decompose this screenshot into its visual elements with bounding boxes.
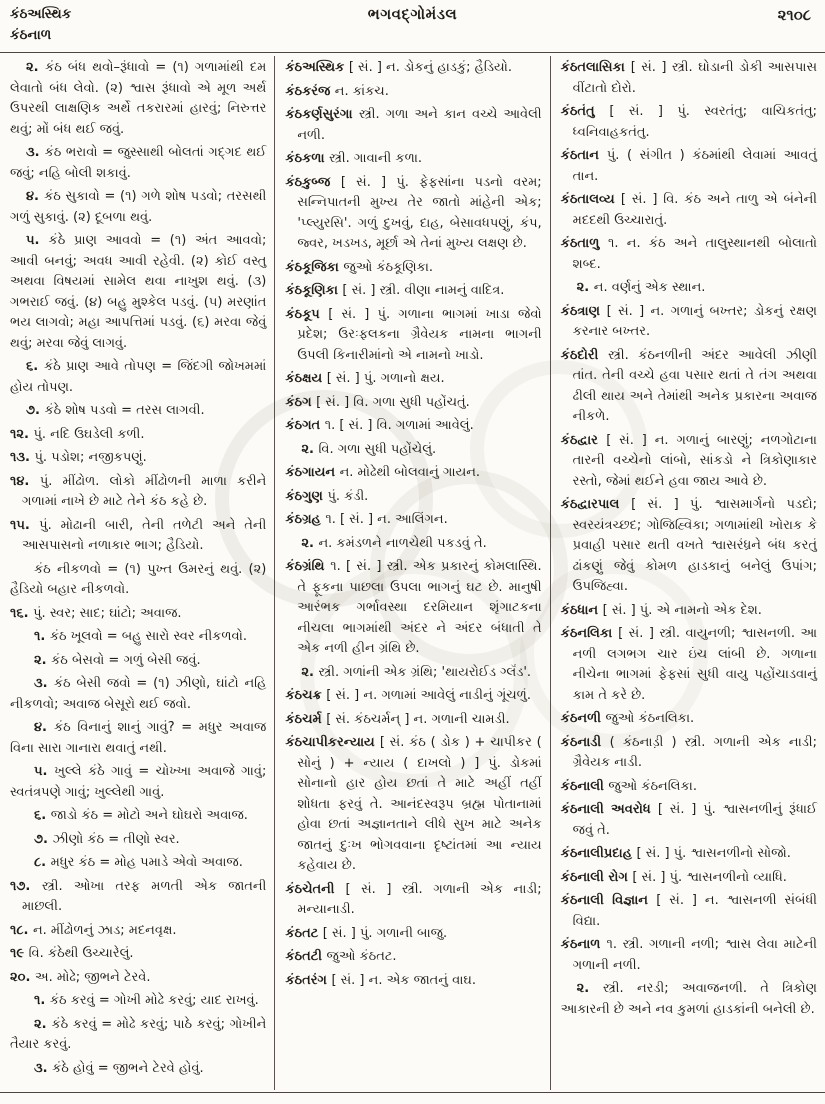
entry-text: સ્ત્રી. ગળાંની એક ગ્રંથિ; 'થાયરોઈડ ગ્લૅંડ'.: [318, 664, 532, 680]
headword: કંઠનાલી રોગ: [560, 869, 633, 885]
entry-text: ઝીણો કંઠ = તીણો સ્વર.: [52, 831, 180, 847]
entry-text: [ સં. ] સ્ત્રી. વાયુનળી; શ્વાસનળી. આ નળી લગભગ ચાર ઇંચ લાંબી છે. ગળાના નીચેના ભાગમાં ફેફસાં સુધી વાયુ પહોંચાડવાનું કામ તે કરે છે.: [572, 626, 817, 703]
headword: કંઠગાયન: [285, 465, 340, 480]
headword: કંઠકર્ણસુરંગા: [285, 107, 359, 122]
headword: કંઠકૂપ: [285, 306, 329, 322]
dictionary-entry: [10, 425, 266, 446]
dictionary-entry: [561, 102, 817, 143]
headword: કંઠચેતની: [285, 881, 346, 897]
entry-text: ૧. [ સં. ] સ્ત્રી. એક પ્રકારનું કોમલાસ્થિ. તે ફૂકના પાછલા ઉપલા ભાગનું ઘટ છે. માનુષી આરંભક ગર્ભાવસ્થા દરમિયાન શૃંગાટકના નીચલા ભાગમાંથી અંદર ને અંદર બંધાતી તે એક નળી હીન ગ્રંથિ છે.: [297, 559, 542, 656]
entry-text: [ સં. ] સ્ત્રી. ઘોડાની ડોકી આસપાસ વીંટાતો દોરો.: [572, 60, 817, 96]
dictionary-entry: [10, 448, 266, 469]
entry-text: ન. મીંઢોળનું ઝાડ; મદનવૃક્ષ.: [32, 922, 177, 938]
dictionary-entry: [285, 82, 541, 103]
headword: કંઠતરંગ: [285, 972, 332, 988]
dictionary-entry: [10, 853, 266, 874]
headword: કંઠચર્મ: [285, 711, 327, 727]
dictionary-entry: [10, 143, 266, 184]
headword: ૭.: [26, 403, 45, 418]
entry-text: પું. મોઢાની બારી, તેની તળેટી અને તેની આસપાસનો નળાકાર ભાગ; હૈડિયો.: [22, 517, 267, 553]
headword: ૬.: [34, 808, 51, 823]
headword: કંઠક્ષય: [285, 371, 327, 386]
entry-text: જુઓ કંઠકૂણિકા.: [343, 259, 434, 275]
dictionary-entry: [285, 510, 541, 531]
dictionary-entry: [285, 880, 541, 921]
entry-text: ૧. ન. કંઠ અને તાલુસ્થાનથી બોલાતો શબ્દ.: [572, 236, 817, 272]
dictionary-entry: [10, 472, 266, 513]
entry-text: ન. મોઢેથી બોલવાનું ગાયન.: [339, 465, 481, 480]
page-number: ૨૧૦૮: [777, 6, 811, 24]
dictionary-entry: [561, 777, 817, 798]
dictionary-entry: [285, 416, 541, 437]
dictionary-entry: [561, 302, 817, 343]
entry-text: [ સં. ] સ્ત્રી. ગળાની એક નાડી; મન્યાનાડી.: [297, 881, 542, 917]
headword: ૨.: [301, 441, 319, 457]
entry-text: સ્ત્રી. ગાવાની કળા.: [329, 151, 423, 166]
entry-text: સ્ત્રી. નરડી; અવાજનળી. તે ત્રિકોણ આકારની છે અને નવ કુમળાં હાડકાંની બનેલી છે.: [560, 981, 817, 1017]
headword: કંઠત્રાણ: [560, 303, 607, 319]
page-header: [0, 0, 825, 52]
headword: કંઠદ્વાર: [560, 432, 607, 448]
headword: કંઠનાલી: [560, 778, 609, 794]
dictionary-entry: [285, 369, 541, 390]
headword: ૩.: [34, 676, 54, 691]
entry-text: ખુલ્લે કંઠે ગાવું = ચોખ્ખા અવાજે ગાવું; સ્વતંત્રપણે ગાવું; ખુલ્લેથી ગાવું.: [10, 764, 267, 800]
entry-text: ૧. [ સં. ] વિ. ગળામાં આવેલું.: [324, 418, 474, 433]
dictionary-entry: [561, 800, 817, 841]
running-head-last-word: કંઠનાળ: [10, 27, 52, 43]
entry-text: કંઠ બેસવો = ગળું બેસી જવું.: [51, 652, 201, 668]
dictionary-entry: [285, 58, 541, 79]
headword: ૨.: [301, 664, 319, 680]
entry-text: [ સં. ] પું. સ્વરતંતુ; વાચિકતંતુ; ધ્વનિવાહકતંતુ.: [572, 104, 817, 140]
dictionary-entry: [285, 557, 541, 660]
headword: કંઠતાન: [560, 148, 607, 163]
headword: કંઠગ્રહ: [285, 512, 326, 527]
dictionary-entry: [285, 686, 541, 707]
dictionary-entry: [561, 146, 817, 187]
entry-text: કંઠ બેસી જવો = (૧) ઝીણો, ઘાંટો નહિ નીકળવો; અવાજ બેસૂરો થઈ જવો.: [10, 676, 267, 712]
headword: ૭.: [34, 831, 53, 847]
dictionary-entry: [10, 187, 266, 228]
dictionary-entry: [10, 516, 266, 557]
headword: કંઠઅસ્થિક: [285, 60, 349, 75]
entry-text: [ સં. ] ન. શ્વાસનળી સંબંધી વિદ્યા.: [572, 893, 817, 929]
entry-text: [ સં. ] વિ. ગળા સુધી પહોંચતું.: [316, 394, 470, 410]
entry-text: કંઠ કરવું = ગોખી મોઢે કરવું; યાદ રાખવું.: [49, 993, 259, 1008]
headword: ૨.: [34, 1016, 52, 1032]
entry-text: અ. મોઢે; જીભને ટેરવે.: [34, 969, 151, 985]
dictionary-entry: [285, 305, 541, 367]
headword: કંઠનાળ: [560, 937, 607, 952]
headword: ૧.: [34, 629, 50, 644]
entry-text: કંઠ સુકાવો = (૧) ગળે શોષ પડવો; તરસથી ગળું સુકાવું. (૨) દૂબળા થવું.: [10, 189, 267, 225]
entry-text: વિ. કંઠેથી ઉચ્ચારેલું.: [28, 946, 134, 961]
headword: ૨.: [34, 652, 52, 668]
headword: કંઠગત: [285, 418, 325, 433]
entry-text: [ સં. ] પું. ગળાની બાજુ.: [322, 925, 448, 941]
dictionary-entry: [285, 463, 541, 484]
headword: ૧.: [34, 993, 50, 1008]
dictionary-entry: [285, 733, 541, 877]
dictionary-entry: [10, 401, 266, 422]
headword: ૫.: [34, 764, 55, 779]
text-columns: [0, 56, 825, 1090]
entry-text: [ સં. ] ન. ગળાનું બારણું; નળગોટાના તારની વચ્ચેનો લાંબો, સાંકડો ને ત્રિકોણાકાર રસ્તો, જેમાં થઈને હવા જાય આવે છે.: [572, 432, 817, 489]
dictionary-entry: [561, 891, 817, 932]
entry-text: [ સં. ] પું. ગળાનો ક્ષય.: [326, 371, 445, 386]
entry-text: કંઠ બંધ થવો–રૂંધાવો = (૧) ગળામાંથી દમ લેવાતો બંધ લેવો. (૨) શ્વાસ રૂંધાવો એ મૂળ અર્થ ઉપરથી લાક્ષણિક અર્થે તકરારમાં હારવું; નિરુત્તર થવું; મોં બંધ થઈ જવું.: [10, 60, 267, 137]
dictionary-entry: [561, 58, 817, 99]
dictionary-entry: [561, 495, 817, 598]
headword: કંઠદોરી: [560, 347, 609, 363]
dictionary-entry: [10, 944, 266, 965]
entry-text: જુઓ કંઠનલિકા.: [605, 711, 695, 726]
headword: કંઠગ્રંથિ: [285, 559, 331, 574]
dictionary-entry: [561, 733, 817, 774]
entry-text: કંઠ વિનાનું શાનું ગાવું? = મધુર અવાજ વિના સારા ગાનારા થવાતું નથી.: [10, 720, 267, 756]
column-left: [0, 56, 274, 1090]
dictionary-entry: [10, 627, 266, 648]
headword: કંઠતટ: [285, 925, 323, 941]
headword: ૨.: [576, 981, 603, 996]
headword: કંઠતાલવ્ય: [560, 192, 621, 207]
dictionary-entry: [10, 357, 266, 398]
dictionary-entry: [285, 258, 541, 279]
dictionary-entry: [561, 979, 817, 1020]
dictionary-entry: [285, 281, 541, 302]
entry-text: પું. કંડી.: [327, 488, 369, 504]
dictionary-entry: [10, 968, 266, 989]
headword: ૧૪.: [10, 473, 40, 489]
dictionary-entry: [10, 58, 266, 140]
headword: ૧૯: [10, 946, 29, 961]
dictionary-entry: [10, 1059, 266, 1080]
dictionary-entry: [561, 234, 817, 275]
headword: કંઠકરંજ: [285, 83, 335, 99]
entry-text: પું. નદિ ઉઘડેલી કળી.: [33, 426, 145, 442]
entry-text: [ સં. કંઠચર્મન્ ] ન. ગળાની ચામડી.: [326, 711, 510, 727]
headword: ૧૫.: [10, 517, 40, 533]
entry-text: કંઠે હોવું = જીભને ટેરવે હોવું.: [52, 1060, 204, 1076]
headword: કંઠનાલીપ્રદાહ: [560, 846, 637, 861]
entry-text: ન. વર્ણનું એક સ્થાન.: [593, 280, 706, 295]
dictionary-entry: [285, 440, 541, 461]
dictionary-entry: [10, 806, 266, 827]
entry-text: પું. સ્વર; સાદ; ઘાંટો; અવાજ.: [33, 605, 182, 621]
headword: ૧૭.: [10, 878, 42, 894]
headword: કંઠગુણ: [285, 488, 328, 504]
dictionary-entry: [285, 105, 541, 146]
entry-text: [ સં. ] વિ. કંઠ અને તાળુ એ બંનેની મદદથી ઉચ્ચારાતું.: [572, 192, 817, 228]
headword: ૬.: [26, 359, 44, 374]
dictionary-entry: [285, 947, 541, 968]
dictionary-entry: [10, 762, 266, 803]
headword: કંઠતટી: [285, 949, 327, 964]
entry-text: ન. કમંડળને નાળચેથી પકડવું તે.: [318, 535, 487, 551]
entry-text: પું. ( સંગીત ) કંઠમાંથી લેવામાં આવતું તાન.: [572, 148, 817, 184]
entry-text: [ સં. ] ન. ગળામાં આવેલું નાડીનું ગૂંચળું.: [326, 688, 531, 703]
entry-text: [ સં. ] પું. ફેફસાંના પડનો વરમ; સન્નિપાતની મુખ્ય તેર જાતો માંહેની એક; 'પ્લ્યુરસિ'. ગળું દુખવું, દાહ, બેસાવધપણું, કંપ, જ્વર, ખડખડ, મૂર્છા એ તેનાં મુખ્ય લક્ષણ છે.: [297, 174, 542, 251]
dictionary-entry: [561, 709, 817, 730]
dictionary-entry: [285, 173, 541, 255]
entry-text: કંઠ નીકળવો = (૧) પુખ્ત ઉમરનું થવું. (૨) હૈડિયો બહાર નીકળવો.: [10, 561, 267, 597]
entry-text: ન. કાંકચ.: [334, 83, 389, 99]
entry-text: કંઠે શોષ પડવો = તરસ લાગવી.: [44, 403, 205, 418]
dictionary-entry: [285, 971, 541, 992]
entry-text: [ સં. ] પું. શ્વાસનળીનો સોજો.: [636, 846, 791, 861]
header-rule: [0, 52, 825, 53]
headword: કંઠચાપીકરન્યાય: [285, 735, 380, 750]
entry-text: સ્ત્રી. ઓખા તરફ મળતી એક જાતની માછલી.: [22, 878, 267, 914]
dictionary-entry: [561, 278, 817, 299]
entry-text: જુઓ કંઠનલિકા.: [608, 778, 698, 794]
dictionary-entry: [10, 674, 266, 715]
dictionary-entry: [10, 830, 266, 851]
headword: ૪.: [34, 720, 54, 735]
dictionary-entry: [10, 921, 266, 942]
headword: કંઠદ્વારપાલ: [560, 497, 632, 512]
headword: ૧૩.: [10, 450, 35, 465]
entry-text: કંઠ ભરાવો = જુસ્સાથી બોલતાં ગદ્ગદ થઈ જવું; નહિ બોલી શકાવું.: [10, 145, 267, 181]
headword: કંઠધાન: [560, 602, 603, 618]
entry-text: [ સં. ] પું. શ્વાસનળીનું રૂંધાઈ જવું તે.: [572, 802, 817, 838]
entry-text: [ સં. ] ન. એક જાતનું વાઘ.: [331, 972, 477, 988]
dictionary-entry: [10, 877, 266, 918]
headword: કંઠનાલી અવરોધ: [560, 802, 658, 817]
book-title: ભગવદ્ગોમંડલ: [367, 5, 458, 23]
entry-text: [ સં. ] ન. ગળાનું બખ્તર; ડોકનું રક્ષણ કરનાર બખ્તર.: [572, 303, 817, 339]
entry-text: [ સં. ] સ્ત્રી. વીણા નામનું વાદિત્ર.: [342, 283, 505, 298]
entry-text: કંઠે પ્રાણ આવે તોપણ = જિંદગી જોખમમાં હોય તોપણ.: [10, 359, 267, 395]
headword: કંઠકૂજિકા: [285, 259, 344, 275]
footer-rule: [0, 1092, 825, 1093]
entry-text: સ્ત્રી. કંઠનળીની અંદર આવેલી ઝીણી તાંત. તેની વચ્ચે હવા પસાર થતાં તે તંગ અથવા ઢીલી થાય અને તેમાંથી અનેક પ્રકારના અવાજ નીકળે.: [572, 347, 817, 424]
dictionary-entry: [10, 604, 266, 625]
entry-text: [ સં. ] પું. શ્વાસનળીનો વ્યાધિ.: [632, 869, 787, 885]
headword: કંઠનાલી વિજ્ઞાન: [560, 893, 657, 908]
headword: ૮.: [34, 855, 51, 870]
dictionary-entry: [561, 935, 817, 976]
entry-text: [ સં. ] પું. ગળાના ભાગમાં ખાડા જેવો પ્રદેશ; ઉરઃફલકના ગ્રૈવેયક નામના ભાગની ઉપલી કિનારીમાંનો એ નામનો ખાડો.: [297, 306, 542, 363]
dictionary-entry: [10, 1015, 266, 1056]
dictionary-entry: [285, 924, 541, 945]
entry-text: પું. પડોશ; નજીકપણું.: [34, 450, 147, 465]
entry-text: પું. મીંઢોળ. લોકો મીંઢોળની માળા કરીને ગળામાં નાખે છે માટે તેને કંઠ કહે છે.: [22, 473, 267, 509]
entry-text: મધુર કંઠ = મોહ પમાડે એવો અવાજ.: [50, 855, 243, 870]
dictionary-entry: [285, 534, 541, 555]
entry-text: કંઠ ખૂલવો = બહુ સારો સ્વર નીકળવો.: [49, 629, 247, 644]
entry-text: [ સં. ] ન. ડોકનું હાડકું; હૈડિયો.: [348, 60, 512, 75]
dictionary-entry: [561, 190, 817, 231]
headword: કંઠનળી: [560, 711, 606, 726]
headword: ૧૮.: [10, 922, 33, 938]
headword: કંઠકૂણિકા: [285, 283, 343, 298]
headword: કંઠકળા: [285, 151, 330, 166]
dictionary-entry: [561, 601, 817, 622]
entry-text: કંઠે કરવું = મોઢે કરવું; પાઠે કરવું; ગોખીને તૈયાર કરવું.: [10, 1016, 267, 1052]
dictionary-entry: [285, 149, 541, 170]
column-middle: [275, 56, 549, 1090]
dictionary-entry: [285, 487, 541, 508]
headword: કંઠતલાસિકા: [560, 60, 631, 75]
dictionary-entry: [10, 231, 266, 354]
dictionary-entry: [10, 718, 266, 759]
headword: ૨.: [26, 60, 46, 75]
headword: કંઠતંતુ: [560, 104, 610, 119]
entry-text: [ સં. ] પું. શ્વાસમાર્ગનો પડદો; સ્વરયંત્રચ્છદ; ગોજિહ્વિકા; ગળામાંથી ખોરાક કે પ્રવાહી પસાર થતી વખતે શ્વાસરંધ્રને બંધ કરતું ઢાંકણું જેવું કોમળ હાડકાનું બનેલું ઉપાંગ; ઉપજિહ્વા.: [572, 497, 817, 594]
dictionary-entry: [10, 651, 266, 672]
headword: ૩.: [26, 145, 45, 160]
dictionary-entry: [561, 624, 817, 706]
dictionary-entry: [285, 663, 541, 684]
entry-text: કંઠે પ્રાણ આવવો = (૧) અંત આવવો; આવી બનવું; અવધ આવી રહેવી. (૨) કોઈ વસ્તુ અથવા વિષયમાં સામેલ થવા નાખુશ થવું. (૩) ગભરાઈ જવું. (૪) બહુ મુશ્કેલ પડવું. (૫) મરણાંત ભય લાગવો; મહા આપત્તિમાં પડવું. (૬) મરવા જેવું થવું; મરવા જેવું લાગવું.: [10, 233, 267, 351]
headword: ૨૦.: [10, 969, 35, 985]
entry-text: ૧. સ્ત્રી. ગળાની નળી; શ્વાસ લેવા માટેની ગળાની નળી.: [572, 937, 817, 973]
headword: ૨.: [301, 535, 319, 551]
headword: ૧૨.: [10, 426, 34, 442]
entry-text: વિ. ગળા સુધી પહોંચેલું.: [318, 441, 437, 457]
entry-text: ૧. [ સં. ] ન. આલિંગન.: [325, 512, 448, 527]
dictionary-entry: [561, 868, 817, 889]
entry-text: જાડો કંઠ = મોટો અને ઘોઘરો અવાજ.: [50, 808, 248, 823]
dictionary-entry: [10, 560, 266, 601]
entry-text: જુઓ કંઠતટ.: [326, 949, 397, 964]
headword: ૫.: [26, 233, 49, 248]
column-right: [551, 56, 825, 1090]
headword: કંઠગ: [285, 394, 317, 410]
headword: ૪.: [26, 189, 45, 204]
headword: કંઠનલિકા: [560, 626, 619, 641]
entry-text: સ્ત્રી. ગળા અને કાન વચ્ચે આવેલી નળી.: [297, 107, 542, 143]
dictionary-entry: [285, 393, 541, 414]
entry-text: [ સં. ] પું. એ નામનો એક દેશ.: [602, 602, 762, 618]
headword: કંઠકુબ્જ: [285, 174, 341, 190]
headword: કંઠનાડી: [560, 734, 610, 750]
entry-text: ( કંઠનાડ઼ી ) સ્ત્રી. ગળાની એક નાડી; ગ્રૈવેયક નાડી.: [572, 734, 817, 770]
running-head-first-word: કંઠઅસ્થિક: [10, 6, 72, 22]
dictionary-entry: [561, 844, 817, 865]
dictionary-entry: [10, 991, 266, 1012]
headword: કંઠચક્ર: [285, 688, 327, 703]
headword: ૩.: [34, 1060, 53, 1076]
headword: કંઠતાળુ: [560, 236, 609, 251]
dictionary-entry: [561, 346, 817, 428]
headword: ૧૬.: [10, 605, 34, 621]
dictionary-entry: [561, 431, 817, 493]
headword: ૨.: [576, 280, 594, 295]
dictionary-entry: [285, 710, 541, 731]
entry-text: [ સં. કંઠ ( ડોક ) + ચાપીકર ( સોનું ) + ન્યાય ( દાખલો ) ] પું. ડોકમાં સોનાનો હાર હોય છતાં તે માટે અહીં તહીં શોધતા ફરવું તે. આનંદસ્વરૂપ બ્રહ્મ પોતાનામાં હોવા છતાં અજ્ઞાનતાને લીધે સુખ માટે અનેક જાતનું દુઃખ ભોગવવાના દૃષ્ટાંતમાં આ ન્યાય કહેવાય છે.: [297, 735, 542, 873]
